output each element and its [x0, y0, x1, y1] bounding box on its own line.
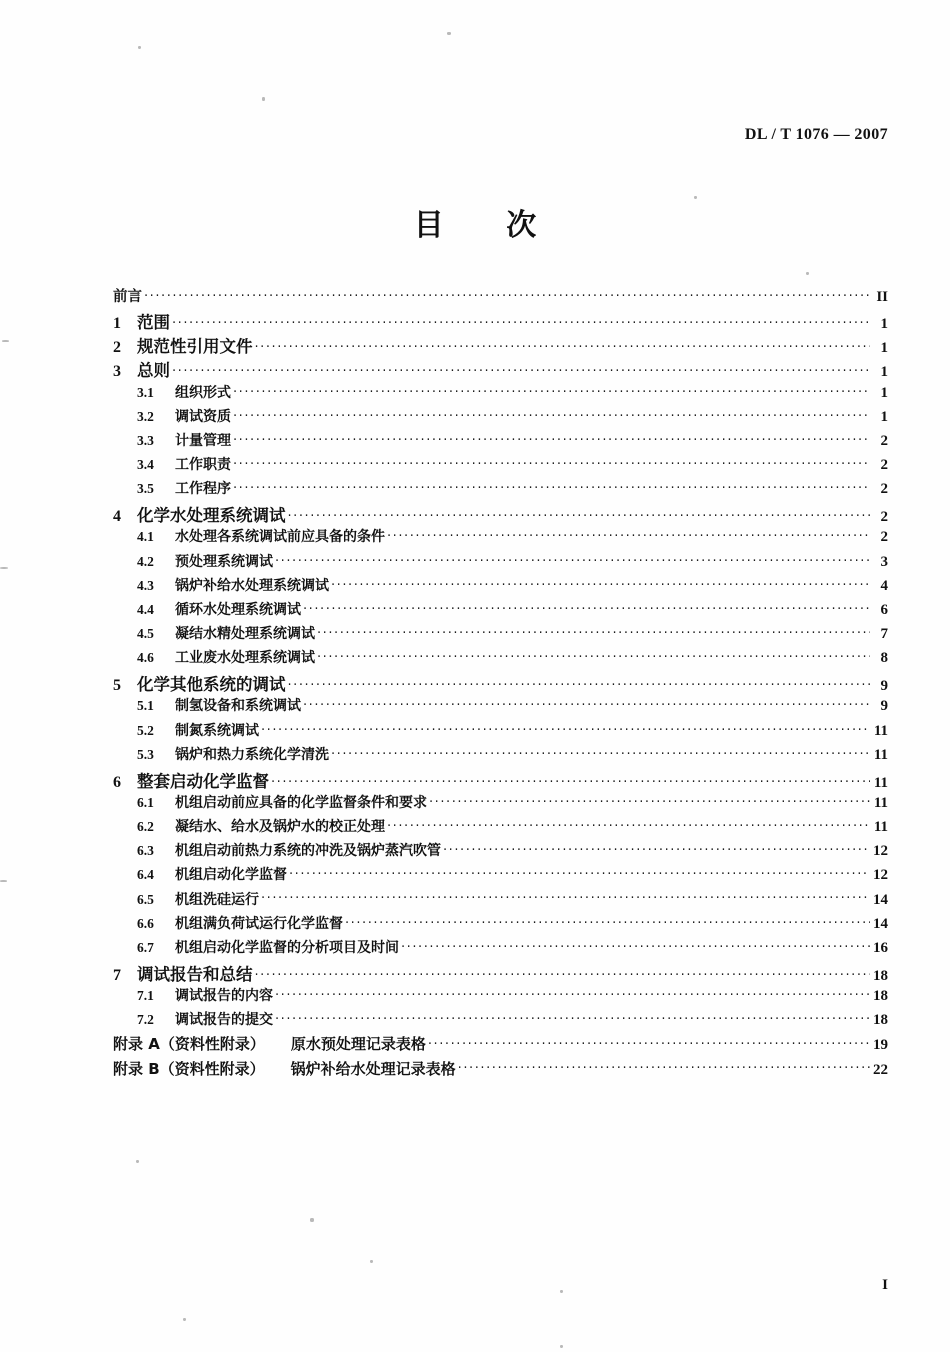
scan-speckle	[560, 1290, 563, 1293]
toc-leader-dots	[255, 338, 871, 352]
toc-leader-dots	[428, 1035, 870, 1049]
toc-entry-number: 6	[113, 773, 121, 791]
toc-entry-number: 4.6	[137, 650, 154, 666]
toc-entry-page-number: 14	[873, 915, 888, 932]
toc-leader-dots	[233, 455, 870, 469]
toc-entry-page-number: 18	[873, 988, 888, 1005]
toc-entry[interactable]	[113, 526, 888, 550]
toc-entry-label: 整套启动化学监督	[137, 771, 269, 791]
toc-entry[interactable]	[113, 357, 888, 381]
toc-leader-dots	[233, 383, 870, 397]
toc-entry[interactable]	[113, 1058, 888, 1082]
toc-leader-dots	[261, 721, 870, 735]
toc-entry[interactable]	[113, 816, 888, 840]
toc-entry-number: 5.3	[137, 746, 154, 762]
toc-entry[interactable]	[113, 985, 888, 1009]
toc-entry-number: 6.2	[137, 819, 154, 835]
toc-entry-page-number: 9	[880, 698, 888, 715]
toc-entry-page-number: 1	[880, 408, 888, 425]
toc-entry[interactable]	[113, 309, 888, 333]
toc-entry-label: 范围	[137, 313, 170, 333]
toc-entry-number: 2	[113, 339, 121, 357]
toc-entry-page-number: 18	[873, 967, 888, 984]
toc-entry[interactable]	[113, 671, 888, 695]
toc-entry[interactable]	[113, 478, 888, 502]
toc-entry-number: 5	[113, 677, 121, 695]
toc-leader-dots	[233, 407, 870, 421]
toc-entry-page-number: 11	[873, 774, 888, 791]
toc-leader-dots	[401, 938, 870, 952]
toc-entry-number: 7.2	[137, 1012, 154, 1028]
toc-entry[interactable]	[113, 792, 888, 816]
toc-entry-label: 机组启动前应具备的化学监督条件和要求	[175, 794, 427, 811]
toc-entry-label: 制氮系统调试	[175, 722, 259, 739]
toc-entry-label: 组织形式	[175, 384, 231, 401]
scan-speckle	[262, 97, 265, 101]
toc-entry-label: 机组启动前热力系统的冲洗及锅炉蒸汽吹管	[175, 843, 441, 860]
table-of-contents	[113, 285, 888, 1082]
toc-entry-page-number: 12	[873, 843, 888, 860]
toc-entry[interactable]	[113, 744, 888, 768]
toc-annex-heading: 附录 B（资料性附录）	[113, 1059, 265, 1078]
toc-entry[interactable]	[113, 647, 888, 671]
toc-entry-page-number: 19	[873, 1037, 888, 1054]
toc-entry-number: 3.5	[137, 481, 154, 497]
standard-number-text: DL / T 1076 — 2007	[744, 126, 888, 143]
toc-entry-number: 5.2	[137, 722, 154, 738]
toc-entry-label: 锅炉补给水处理记录表格	[290, 1059, 456, 1078]
toc-entry[interactable]	[113, 551, 888, 575]
toc-entry-label: 化学水处理系统调试	[137, 506, 286, 526]
toc-entry-number: 6.5	[137, 891, 154, 907]
toc-entry[interactable]	[113, 864, 888, 888]
toc-entry-label: 循环水处理系统调试	[175, 601, 301, 618]
page-title: 目 次	[413, 208, 563, 243]
toc-entry[interactable]	[113, 840, 888, 864]
toc-entry-number: 6.7	[137, 939, 154, 955]
scan-speckle	[310, 1218, 314, 1222]
toc-entry-label: 调试报告和总结	[137, 964, 253, 984]
toc-entry-page-number: 1	[880, 364, 888, 381]
toc-entry-number: 6.4	[137, 867, 154, 883]
toc-entry-label: 计量管理	[175, 432, 231, 449]
toc-leader-dots	[288, 507, 871, 521]
toc-entry-number: 4.2	[137, 553, 154, 569]
toc-entry-label: 总则	[137, 361, 170, 381]
toc-entry-label: 机组启动化学监督	[175, 867, 287, 884]
toc-entry[interactable]	[113, 333, 888, 357]
toc-entry-number: 3	[113, 363, 121, 381]
toc-entry-page-number: 11	[873, 794, 888, 811]
toc-entry-page-number: 4	[880, 577, 888, 594]
toc-entry[interactable]	[113, 382, 888, 406]
toc-entry[interactable]	[113, 695, 888, 719]
toc-entry-page-number: 6	[880, 601, 888, 618]
scan-speckle	[806, 272, 809, 275]
toc-leader-dots	[317, 648, 870, 662]
toc-leader-dots	[275, 1010, 870, 1024]
toc-entry-label: 凝结水精处理系统调试	[175, 625, 315, 642]
toc-entry-number: 7	[113, 966, 121, 984]
toc-entry[interactable]	[113, 454, 888, 478]
toc-leader-dots	[303, 600, 870, 614]
toc-annex-heading: 附录 A（资料性附录）	[113, 1035, 265, 1054]
toc-entry-page-number: 16	[873, 939, 888, 956]
scan-speckle	[138, 46, 141, 49]
toc-entry-label: 凝结水、给水及锅炉水的校正处理	[175, 819, 385, 836]
toc-leader-dots	[255, 966, 871, 980]
toc-leader-dots	[317, 624, 870, 638]
toc-entry-page-number: 1	[880, 384, 888, 401]
toc-entry-label: 水处理各系统调试前应具备的条件	[175, 529, 385, 546]
scan-speckle	[2, 340, 9, 342]
toc-leader-dots	[289, 865, 870, 879]
toc-entry-label: 规范性引用文件	[137, 337, 253, 357]
toc-entry-page-number: 1	[880, 316, 888, 333]
scan-speckle	[0, 880, 7, 882]
toc-leader-dots	[233, 431, 870, 445]
toc-entry-number: 4.3	[137, 577, 154, 593]
toc-entry-number: 1	[113, 315, 121, 333]
toc-entry-page-number: 2	[880, 509, 888, 526]
toc-leader-dots	[443, 841, 870, 855]
toc-leader-dots	[345, 914, 870, 928]
toc-entry-label: 化学其他系统的调试	[137, 675, 286, 695]
toc-entry-number: 4.4	[137, 601, 154, 617]
scan-speckle	[447, 32, 451, 35]
toc-entry-number: 7.1	[137, 988, 154, 1004]
toc-entry-label: 调试报告的内容	[175, 988, 273, 1005]
toc-entry-label: 调试报告的提交	[175, 1012, 273, 1029]
standard-number-header	[745, 126, 888, 144]
toc-leader-dots	[233, 479, 870, 493]
scan-speckle	[694, 196, 697, 199]
toc-entry-page-number: 7	[880, 625, 888, 642]
toc-entry-number: 6.6	[137, 915, 154, 931]
toc-entry-number: 4	[113, 508, 121, 526]
toc-entry-page-number: 11	[873, 722, 888, 739]
scan-speckle	[136, 1160, 139, 1163]
toc-entry-label: 机组启动化学监督的分析项目及时间	[175, 939, 399, 956]
toc-entry-page-number: 12	[873, 867, 888, 884]
toc-entry-page-number: 14	[873, 891, 888, 908]
scan-speckle	[0, 567, 8, 569]
toc-entry-number: 5.1	[137, 698, 154, 714]
toc-entry-page-number: 9	[880, 678, 888, 695]
scan-speckle	[370, 1260, 373, 1263]
toc-entry[interactable]	[113, 623, 888, 647]
toc-entry-page-number: 18	[873, 1012, 888, 1029]
toc-leader-dots	[275, 552, 870, 566]
toc-entry-label: 制氢设备和系统调试	[175, 698, 301, 715]
toc-entry[interactable]	[113, 768, 888, 792]
page-folio: I	[882, 1277, 888, 1293]
toc-leader-dots	[261, 890, 870, 904]
toc-entry-number: 4.5	[137, 625, 154, 641]
toc-entry-page-number: 1	[880, 340, 888, 357]
toc-entry-label: 工作职责	[175, 456, 231, 473]
scan-speckle	[183, 1318, 186, 1321]
toc-entry-label: 预处理系统调试	[175, 553, 273, 570]
toc-leader-dots	[387, 817, 870, 831]
toc-leader-dots	[271, 773, 870, 787]
toc-entry-page-number: 11	[873, 746, 888, 763]
toc-entry[interactable]	[113, 599, 888, 623]
toc-entry-label: 锅炉补给水处理系统调试	[175, 577, 329, 594]
toc-entry[interactable]	[113, 575, 888, 599]
toc-entry-label: 调试资质	[175, 408, 231, 425]
toc-entry-page-number: 2	[880, 432, 888, 449]
toc-leader-dots	[331, 576, 870, 590]
toc-entry-page-number: 3	[880, 553, 888, 570]
toc-entry-page-number: 22	[873, 1061, 888, 1078]
toc-leader-dots	[288, 676, 871, 690]
toc-leader-dots	[144, 287, 870, 301]
toc-entry-number: 6.3	[137, 843, 154, 859]
toc-entry-label: 工作程序	[175, 481, 231, 498]
toc-entry-page-number: 8	[880, 650, 888, 667]
toc-entry[interactable]	[113, 889, 888, 913]
toc-entry[interactable]	[113, 430, 888, 454]
toc-entry[interactable]	[113, 961, 888, 985]
toc-entry-number: 3.3	[137, 432, 154, 448]
toc-entry-page-number: 2	[880, 529, 888, 546]
toc-entry[interactable]	[113, 406, 888, 430]
toc-entry[interactable]	[113, 1009, 888, 1033]
toc-entry-number: 3.4	[137, 456, 154, 472]
toc-entry-number: 3.2	[137, 408, 154, 424]
toc-entry-number: 3.1	[137, 384, 154, 400]
toc-leader-dots	[458, 1060, 870, 1074]
toc-leader-dots	[275, 986, 870, 1000]
toc-entry[interactable]	[113, 720, 888, 744]
toc-entry-label: 机组洗硅运行	[175, 891, 259, 908]
toc-entry-page-number: 2	[880, 456, 888, 473]
toc-entry-number: 4.1	[137, 529, 154, 545]
toc-entry-page-number: 11	[873, 819, 888, 836]
toc-leader-dots	[172, 362, 870, 376]
toc-leader-dots	[387, 527, 870, 541]
scan-speckle	[560, 1345, 563, 1348]
toc-leader-dots	[331, 745, 870, 759]
toc-entry-label: 工业废水处理系统调试	[175, 650, 315, 667]
toc-entry-label: 原水预处理记录表格	[290, 1035, 426, 1054]
toc-leader-dots	[429, 793, 870, 807]
toc-leader-dots	[303, 696, 870, 710]
toc-entry[interactable]	[113, 502, 888, 526]
toc-entry[interactable]	[113, 937, 888, 961]
toc-entry-page-number: 2	[880, 481, 888, 498]
toc-entry-label: 机组满负荷试运行化学监督	[175, 915, 343, 932]
toc-entry-label: 前言	[113, 289, 142, 305]
toc-entry[interactable]	[113, 1033, 888, 1057]
toc-entry[interactable]	[113, 913, 888, 937]
toc-entry-page-number: II	[876, 289, 888, 305]
toc-entry-number: 6.1	[137, 794, 154, 810]
toc-leader-dots	[172, 314, 870, 328]
toc-entry-label: 锅炉和热力系统化学清洗	[175, 746, 329, 763]
toc-entry[interactable]	[113, 285, 888, 309]
